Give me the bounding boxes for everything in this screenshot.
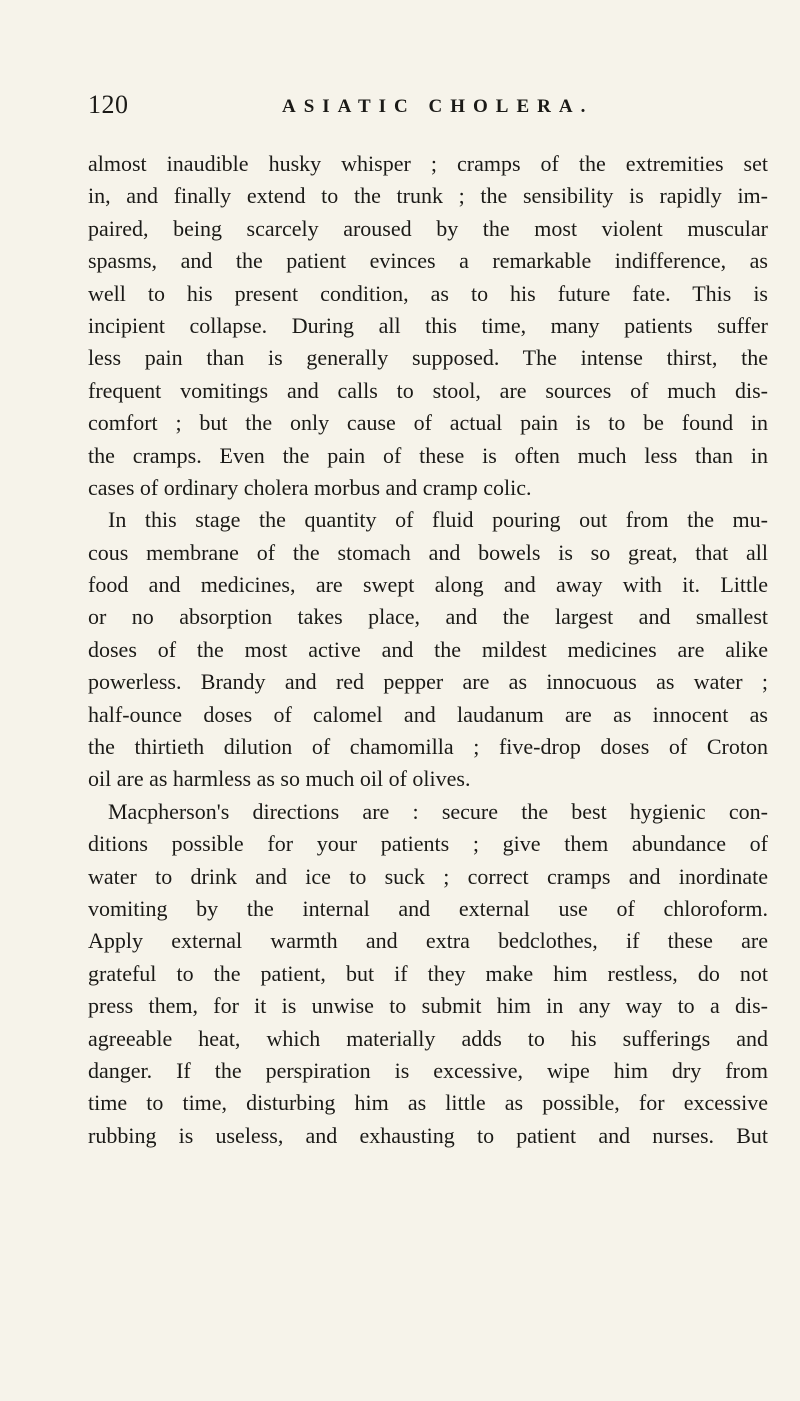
text-line: doses of the most active and the mildest medicines are alike xyxy=(88,636,768,662)
text-line: half-ounce doses of calomel and laudanum are as innocent as xyxy=(88,701,768,727)
body-text xyxy=(88,148,768,1152)
text-line: frequent vomitings and calls to stool, are sources of much dis- xyxy=(88,377,768,403)
text-line: danger. If the perspiration is excessive, wipe him dry from xyxy=(88,1057,768,1083)
text-line: grateful to the patient, but if they make him restless, do not xyxy=(88,960,768,986)
text-line: vomiting by the internal and external use of chloroform. xyxy=(88,895,768,921)
text-line: less pain than is generally supposed. The intense thirst, the xyxy=(88,345,768,371)
text-line: water to drink and ice to suck ; correct cramps and inordinate xyxy=(88,863,768,889)
running-head xyxy=(88,90,768,130)
text-line: spasms, and the patient evinces a remarkable indifference, as xyxy=(88,248,768,274)
text-line: the cramps. Even the pain of these is often much less than in xyxy=(88,442,768,468)
text-line: almost inaudible husky whisper ; cramps of the extremities set xyxy=(88,151,768,176)
text-line: cous membrane of the stomach and bowels is so great, that all xyxy=(88,539,768,565)
text-line: agreeable heat, which materially adds to his sufferings and xyxy=(88,1025,768,1051)
text-line: rubbing is useless, and exhausting to patient and nurses. But xyxy=(88,1122,768,1148)
text-line: in, and finally extend to the trunk ; the sensibility is rapidly im- xyxy=(88,183,768,209)
text-line: cases of ordinary cholera morbus and cramp colic. xyxy=(88,474,532,500)
text-line: incipient collapse. During all this time, many patients suffer xyxy=(88,312,768,338)
text-line: paired, being scarcely aroused by the most violent muscular xyxy=(88,215,768,241)
text-line: press them, for it is unwise to submit him in any way to a dis- xyxy=(88,993,768,1019)
text-line: time to time, disturbing him as little as possible, for excessive xyxy=(88,1090,768,1116)
text-line: the thirtieth dilution of chamomilla ; five-drop doses of Croton xyxy=(88,734,768,760)
text-line: oil are as harmless as so much oil of olives. xyxy=(88,766,471,792)
running-title: ASIATIC CHOLERA. xyxy=(282,96,594,117)
paragraph-first-line: Macpherson's directions are : secure the best hygienic con- xyxy=(108,798,768,824)
text-line: powerless. Brandy and red pepper are as innocuous as water ; xyxy=(88,669,768,695)
text-line: Apply external warmth and extra bedclothes, if these are xyxy=(88,928,768,954)
text-line: well to his present condition, as to his future fate. This is xyxy=(88,280,768,306)
text-line: ditions possible for your patients ; give them abundance of xyxy=(88,831,768,857)
page-number: 120 xyxy=(88,90,129,119)
text-line: comfort ; but the only cause of actual pain is to be found in xyxy=(88,410,768,436)
paragraph-first-line: In this stage the quantity of fluid pouring out from the mu- xyxy=(108,507,768,533)
text-line: food and medicines, are swept along and away with it. Little xyxy=(88,572,768,598)
text-line: or no absorption takes place, and the largest and smallest xyxy=(88,604,768,630)
